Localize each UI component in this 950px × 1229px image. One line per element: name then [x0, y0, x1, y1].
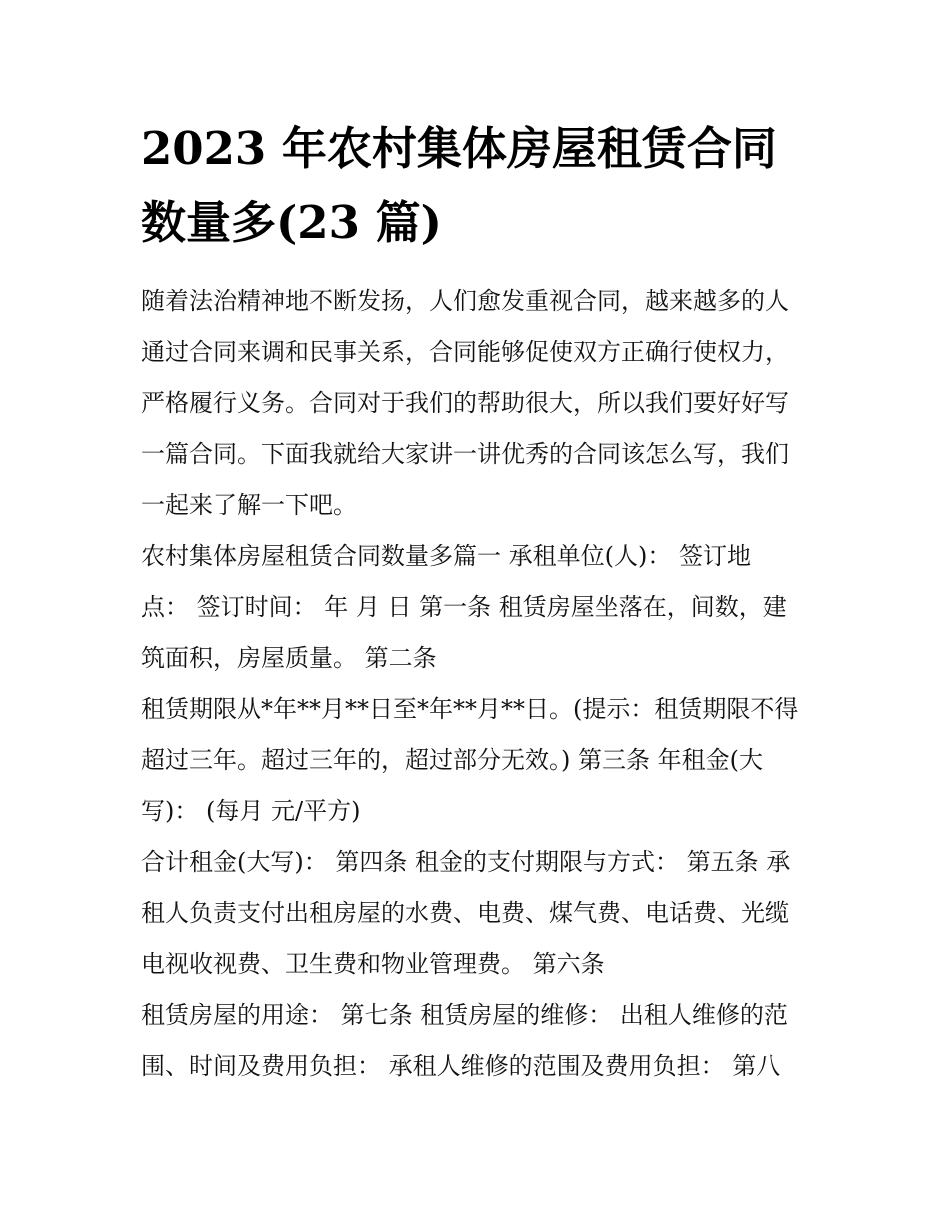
contract-paragraph: [141, 837, 813, 990]
contract-paragraph: [141, 990, 813, 1092]
text-line: 租人负责支付出租房屋的水费、电费、煤气费、电话费、光缆: [141, 899, 789, 927]
text-line: 筑面积，房屋质量。 第二条: [141, 644, 437, 672]
document-title: [141, 112, 813, 260]
intro-paragraph: [141, 276, 813, 531]
document-body: [141, 112, 813, 1092]
text-line: 一篇合同。下面我就给大家讲一讲优秀的合同该怎么写，我们: [141, 440, 789, 468]
title-line: 数量多(23 篇): [141, 196, 442, 249]
contract-paragraph: [141, 531, 813, 684]
text-line: 一起来了解一下吧。: [141, 491, 357, 519]
text-line: 点： 签订时间： 年 月 日 第一条 租赁房屋坐落在，间数，建: [141, 593, 787, 621]
text-line: 随着法治精神地不断发扬，人们愈发重视合同，越来越多的人: [141, 287, 789, 315]
document-text: [141, 276, 813, 1092]
text-line: 租赁房屋的用途： 第七条 租赁房屋的维修： 出租人维修的范: [141, 1001, 788, 1029]
contract-paragraph: [141, 684, 813, 837]
text-line: 严格履行义务。合同对于我们的帮助很大，所以我们要好好写: [141, 389, 789, 417]
text-line: 通过合同来调和民事关系，合同能够促使双方正确行使权力，: [141, 338, 789, 366]
title-line: 2023 年农村集体房屋租赁合同: [141, 122, 777, 175]
text-line: 围、时间及费用负担： 承租人维修的范围及费用负担： 第八: [141, 1052, 781, 1080]
text-line: 电视收视费、卫生费和物业管理费。 第六条: [141, 950, 605, 978]
text-line: 写)： (每月 元/平方): [141, 797, 361, 825]
text-line: 租赁期限从*年**月**日至*年**月**日。(提示：租赁期限不得: [141, 695, 799, 723]
text-line: 超过三年。超过三年的，超过部分无效。) 第三条 年租金(大: [141, 746, 763, 774]
text-line: 合计租金(大写)： 第四条 租金的支付期限与方式： 第五条 承: [141, 848, 791, 876]
text-line: 农村集体房屋租赁合同数量多篇一 承租单位(人)： 签订地: [141, 542, 751, 570]
